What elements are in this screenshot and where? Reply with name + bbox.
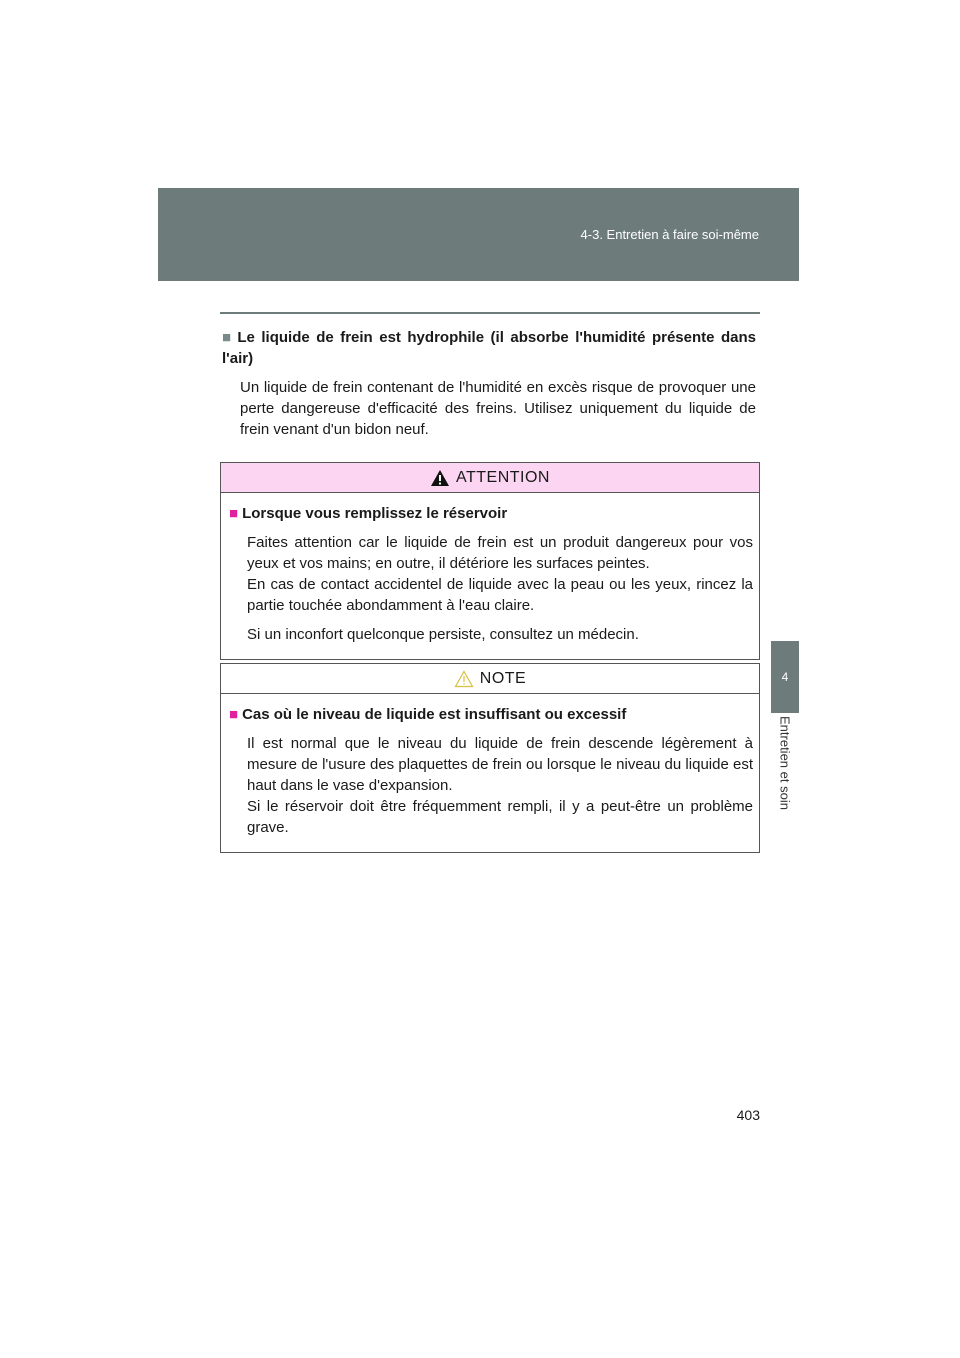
attention-para: En cas de contact accidentel de liquide avec la peau ou les yeux, rincez la partie touchée abondamment à l'eau claire. <box>247 576 753 614</box>
attention-header <box>221 463 759 493</box>
section-title: 4-3. Entretien à faire soi-même <box>580 227 759 242</box>
note-subheading-text: Cas où le niveau de liquide est insuffisant ou excessif <box>242 706 627 723</box>
header-band <box>158 188 799 281</box>
warning-filled-icon <box>430 469 450 487</box>
chapter-number-tab <box>771 641 799 713</box>
warning-outline-icon <box>454 670 474 688</box>
intro-heading <box>222 327 756 369</box>
attention-para: Si un inconfort quelconque persiste, consultez un médecin. <box>247 626 639 643</box>
attention-box <box>220 462 760 660</box>
square-bullet-icon: ■ <box>222 329 234 346</box>
note-body <box>221 694 759 852</box>
note-box <box>220 663 760 853</box>
chapter-title-tab <box>771 716 799 836</box>
pink-square-bullet-icon: ■ <box>229 505 239 522</box>
chapter-title: Entretien et soin <box>777 716 793 810</box>
attention-title: ATTENTION <box>456 468 550 486</box>
pink-square-bullet-icon: ■ <box>229 706 239 723</box>
attention-subheading <box>229 503 753 524</box>
attention-para: Faites attention car le liquide de frein est un produit dangereux pour vos yeux et vos mains; en outre, il détériore les surfaces peintes. <box>247 534 753 572</box>
note-header <box>221 664 759 694</box>
note-title: NOTE <box>479 669 527 687</box>
attention-body <box>221 493 759 659</box>
note-para: Si le réservoir doit être fréquemment rempli, il y a peut-être un problème grave. <box>247 798 753 836</box>
intro-heading-text: Le liquide de frein est hydrophile (il absorbe l'humidité présente dans l'air) <box>222 329 756 367</box>
note-subheading <box>229 704 753 725</box>
section-divider <box>220 312 760 314</box>
note-para: Il est normal que le niveau du liquide de frein descende légèrement à mesure de l'usure des plaquettes de frein ou lorsque le niveau du liquide est haut dans le vase d'expansion. <box>247 735 753 794</box>
attention-subheading-text: Lorsque vous remplissez le réservoir <box>242 505 508 522</box>
intro-section <box>222 327 756 440</box>
page-number: 403 <box>736 1107 760 1123</box>
intro-body: Un liquide de frein contenant de l'humidité en excès risque de provoquer une perte dangereuse d'efficacité des freins. Utilisez uniquement du liquide de frein venant d'un bidon neuf. <box>240 379 756 438</box>
chapter-number: 4 <box>781 670 789 684</box>
